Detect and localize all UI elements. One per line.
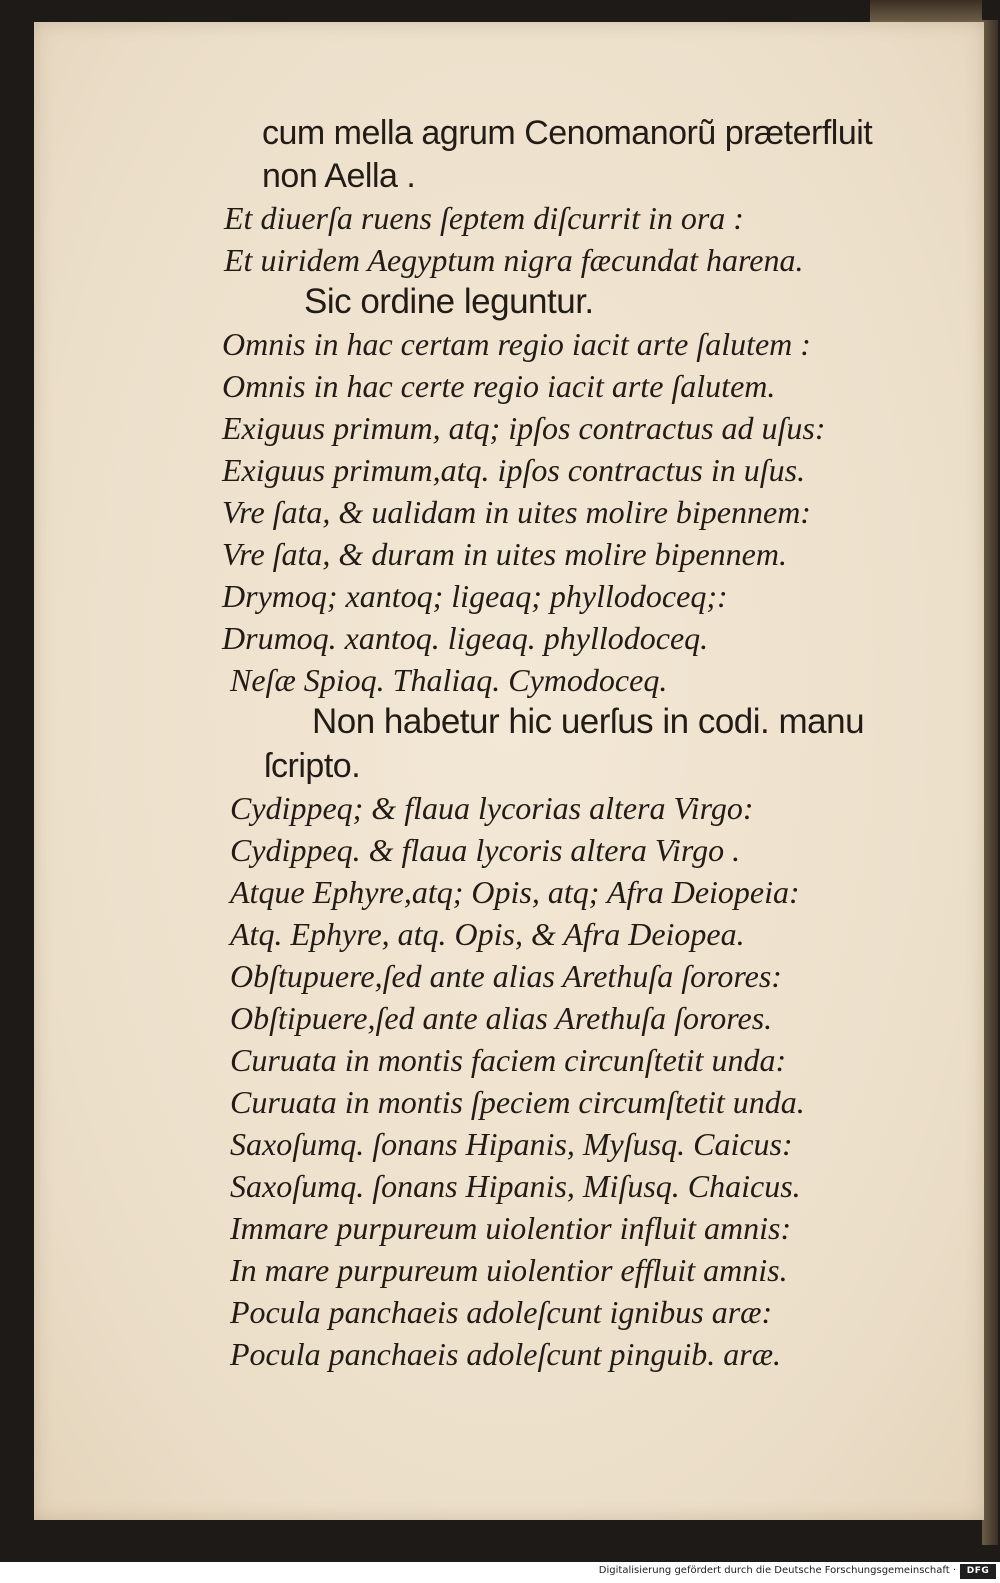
verse-line: Atq. Ephyre, atq. Opis, & Afra Deiopea. <box>230 916 745 952</box>
verse-line: Cydippeq. & flaua lycoris altera Virgo . <box>230 832 741 868</box>
verse-line: Drymoq; xantoq; ligeaq; phyllodoceq;: <box>222 578 728 614</box>
verse-line: Curuata in montis ſpeciem circumſtetit unda. <box>230 1084 805 1120</box>
verse-line: Pocula panchaeis adoleſcunt ignibus aræ: <box>230 1294 773 1330</box>
verse-line: In mare purpureum uiolentior effluit amnis. <box>230 1252 788 1288</box>
verse-line: Saxoſumq. ſonans Hipanis, Myſusq. Caicus: <box>230 1126 793 1162</box>
section-heading-cont: ſcripto. <box>264 747 361 785</box>
section-heading: Sic ordine leguntur. <box>304 282 594 321</box>
verse-line: Et uiridem Aegyptum nigra fæcundat harena. <box>224 242 804 278</box>
verse-line: Immare purpureum uiolentior influit amnis: <box>230 1210 792 1246</box>
verse-line: Curuata in montis faciem circunſtetit unda: <box>230 1042 787 1078</box>
verse-line: Exiguus primum,atq. ipſos contractus in uſus. <box>222 452 806 488</box>
digitization-footer <box>0 1562 1000 1583</box>
verse-line: Neſæ Spioq. Thaliaq. Cymodoceq. <box>230 662 668 698</box>
section-heading: Non habetur hic uerſus in codi. manu <box>312 702 865 741</box>
verse-line: Obſtipuere,ſed ante alias Arethuſa ſorores. <box>230 1000 773 1036</box>
verse-line: Atque Ephyre,atq; Opis, atq; Afra Deiopeia: <box>230 874 800 910</box>
verse-line: Et diuerſa ruens ſeptem diſcurrit in ora : <box>224 200 744 236</box>
verse-line: Vre ſata, & duram in uites molire bipennem. <box>222 536 787 572</box>
text-line: non Aella . <box>262 157 416 195</box>
text-line: cum mella agrum Cenomanorũ præterfluit <box>262 114 873 152</box>
verse-line: Obſtupuere,ſed ante alias Arethuſa ſorores: <box>230 958 782 994</box>
verse-line: Pocula panchaeis adoleſcunt pinguib. aræ. <box>230 1336 782 1372</box>
dfg-logo: DFG <box>960 1564 996 1579</box>
page-edge <box>982 20 998 1545</box>
verse-line: Omnis in hac certam regio iacit arte ſalutem : <box>222 326 811 362</box>
verse-line: Omnis in hac certe regio iacit arte ſalutem. <box>222 368 776 404</box>
book-page <box>34 22 984 1520</box>
verse-line: Vre ſata, & ualidam in uites molire bipennem: <box>222 494 811 530</box>
page-edge-top <box>870 0 982 22</box>
verse-line: Exiguus primum, atq; ipſos contractus ad uſus: <box>222 410 826 446</box>
footer-credit: Digitalisierung gefördert durch die Deutsche Forschungsgemeinschaft · <box>598 1565 956 1576</box>
verse-line: Cydippeq; & flaua lycorias altera Virgo: <box>230 790 754 826</box>
verse-line: Saxoſumq. ſonans Hipanis, Miſusq. Chaicus. <box>230 1168 801 1204</box>
verse-line: Drumoq. xantoq. ligeaq. phyllodoceq. <box>222 620 709 656</box>
page-text <box>34 22 984 1520</box>
